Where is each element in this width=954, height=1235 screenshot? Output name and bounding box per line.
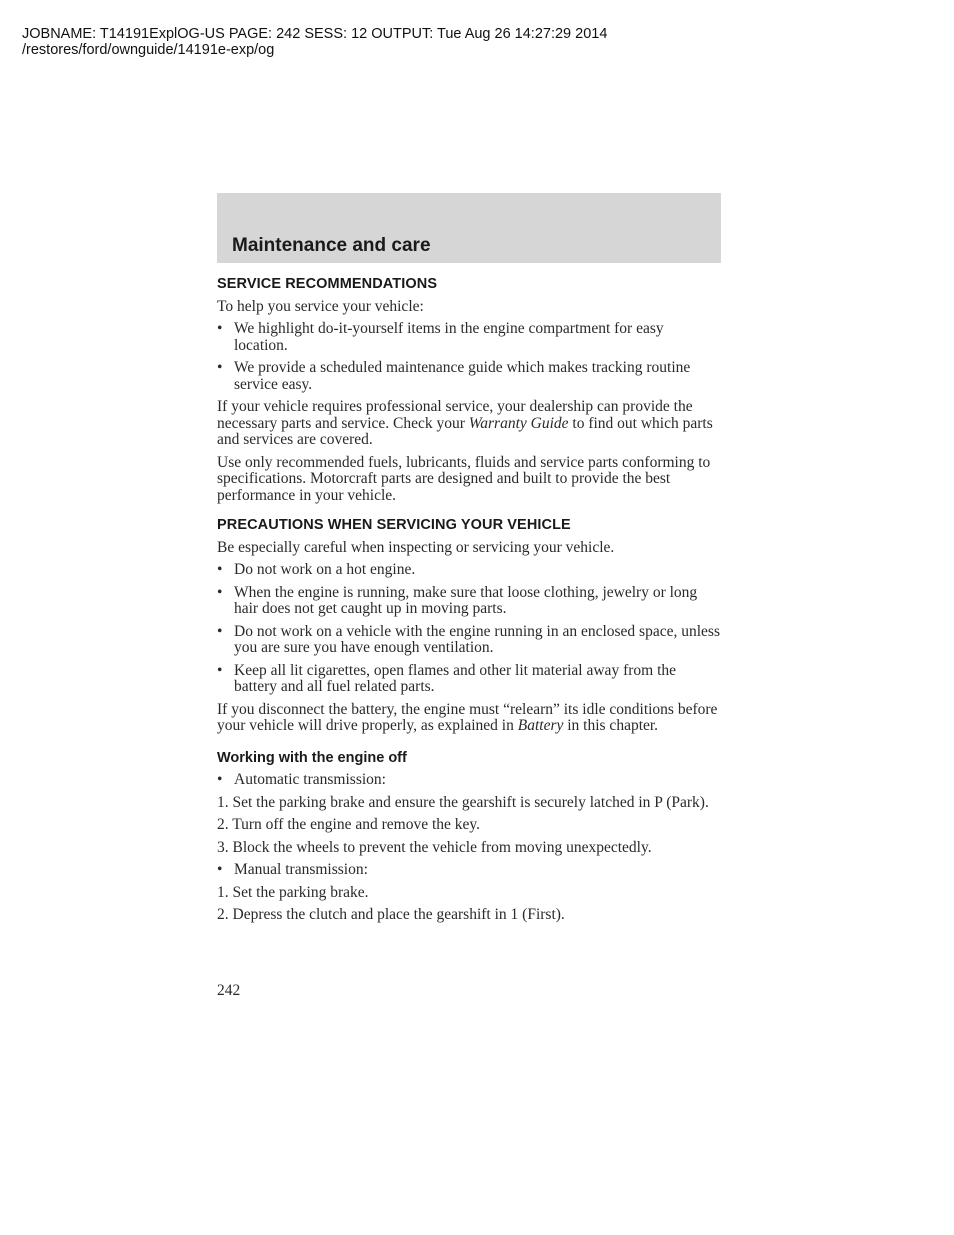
service-intro: To help you service your vehicle: xyxy=(217,297,424,315)
print-job-header xyxy=(22,26,607,58)
auto-step: 3. Block the wheels to prevent the vehicle from moving unexpectedly. xyxy=(217,838,652,856)
precautions-bullet-list xyxy=(217,562,721,696)
bullet-icon: • xyxy=(217,861,223,878)
manual-step: 2. Depress the clutch and place the gearshift in 1 (First). xyxy=(217,906,565,923)
precautions-paragraph-battery: If you disconnect the battery, the engine must “relearn” its idle conditions before your vehicle will drive properly, as explained in Battery in this chapter. xyxy=(217,700,718,734)
list-item-text: We highlight do-it-yourself items in the engine compartment for easy location. xyxy=(234,320,664,354)
page-number: 242 xyxy=(217,982,241,999)
warranty-guide-reference: Warranty Guide xyxy=(468,414,569,432)
list-item-text: When the engine is running, make sure that loose clothing, jewelry or long hair does not get caught up in moving parts. xyxy=(234,583,698,617)
manual-step: 1. Set the parking brake. xyxy=(217,883,369,901)
bullet-icon: • xyxy=(217,771,223,788)
section-banner xyxy=(217,193,721,263)
list-item-text: Manual transmission: xyxy=(234,861,368,878)
service-paragraph-warranty: If your vehicle requires professional service, your dealership can provide the necessary parts and service. Check your Warranty Guide to find out which parts and services are covered. xyxy=(217,398,713,448)
list-item xyxy=(217,663,721,696)
list-item xyxy=(217,862,721,879)
service-paragraph-parts: Use only recommended fuels, lubricants, fluids and service parts conforming to specifications. Motorcraft parts are designed and built to provide the best performance in your vehicle. xyxy=(217,453,711,504)
bullet-icon: • xyxy=(217,583,223,601)
auto-step: 1. Set the parking brake and ensure the gearshift is securely latched in P (Park). xyxy=(217,793,709,811)
page-content xyxy=(217,276,721,930)
list-item xyxy=(217,772,721,789)
service-bullet-list xyxy=(217,321,721,393)
job-header-line-2: /restores/ford/ownguide/14191e-exp/og xyxy=(22,42,275,58)
job-header-line-1: JOBNAME: T14191ExplOG-US PAGE: 242 SESS: 12 OUTPUT: Tue Aug 26 14:27:29 2014 xyxy=(22,26,608,42)
bullet-icon: • xyxy=(217,561,223,578)
battery-reference: Battery xyxy=(517,717,564,734)
bullet-icon: • xyxy=(217,622,223,640)
bullet-icon: • xyxy=(217,661,223,679)
bullet-icon: • xyxy=(217,320,223,337)
heading-service-recommendations: SERVICE RECOMMENDATIONS xyxy=(217,276,438,292)
list-item xyxy=(217,585,721,618)
list-item xyxy=(217,321,721,354)
list-item-text: Do not work on a vehicle with the engine running in an enclosed space, unless you are sure you have enough ventilation. xyxy=(234,622,720,656)
heading-precautions: PRECAUTIONS WHEN SERVICING YOUR VEHICLE xyxy=(217,517,571,533)
precautions-intro: Be especially careful when inspecting or servicing your vehicle. xyxy=(217,538,615,556)
manual-bullet-list xyxy=(217,862,721,879)
auto-step: 2. Turn off the engine and remove the key. xyxy=(217,816,481,833)
list-item xyxy=(217,624,721,657)
heading-engine-off: Working with the engine off xyxy=(217,749,407,766)
list-item-text: We provide a scheduled maintenance guide which makes tracking routine service easy. xyxy=(234,359,691,393)
automatic-bullet-list xyxy=(217,772,721,789)
list-item xyxy=(217,360,721,393)
section-title: Maintenance and care xyxy=(232,235,431,256)
list-item xyxy=(217,562,721,579)
list-item-text: Keep all lit cigarettes, open flames and other lit material away from the battery and all fuel related parts. xyxy=(234,661,677,695)
list-item-text: Automatic transmission: xyxy=(234,771,386,788)
list-item-text: Do not work on a hot engine. xyxy=(234,561,416,578)
bullet-icon: • xyxy=(217,359,223,376)
